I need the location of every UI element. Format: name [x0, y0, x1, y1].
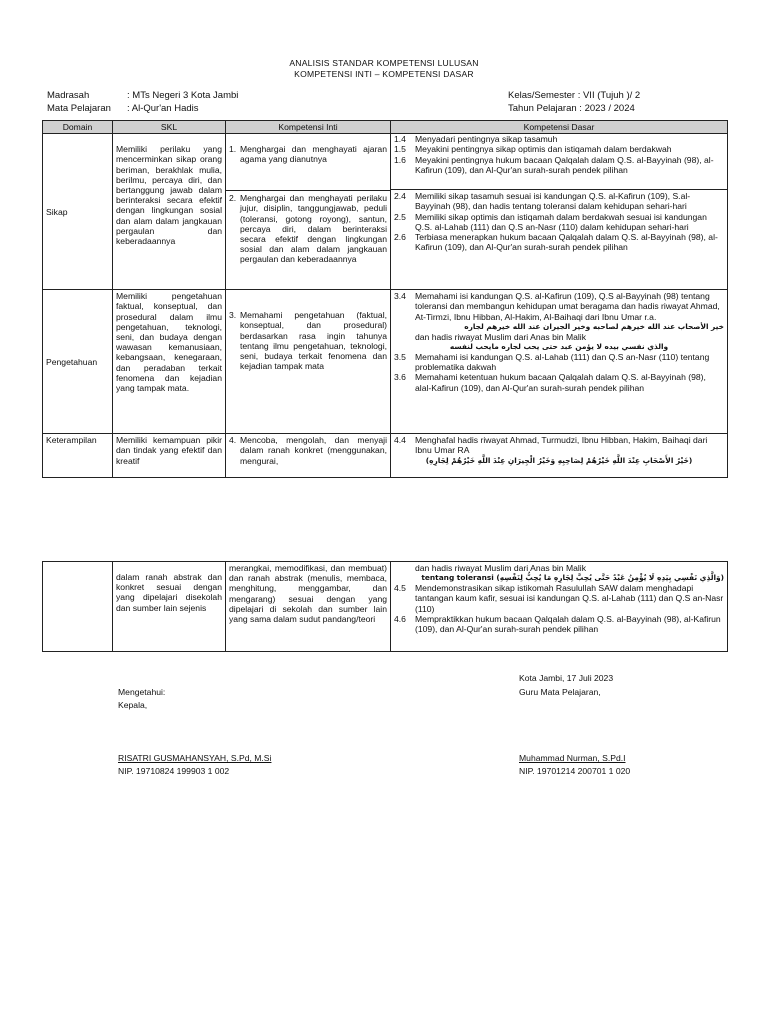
col-header-kd: Kompetensi Dasar	[391, 121, 728, 134]
arabic-hadith-text: (خَيْرُ الأَصْحَابِ عِنْدَ اللَّهِ خَيْرُهُمْ لِصَاحِبِهِ وَخَيْرُ الْجِيرَانِ عِنْدَ اللَّهِ خَيْرُهُمْ لِجَارِهِ)	[425, 455, 693, 465]
kd-item: 2.6 Terbiasa menerapkan hukum bacaan Qalqalah dalam Q.S. al-Bayyinah (98), al-Kafirun (109), dan Al-Qur'an surah-surah pendek pilihan	[394, 232, 718, 253]
document-subtitle: KOMPETENSI INTI – KOMPETENSI DASAR	[294, 69, 474, 79]
kd-cell	[391, 434, 728, 478]
principal-title: Kepala,	[118, 700, 148, 710]
kd-item: 1.6 Meyakini pentingnya hukum bacaan Qalqalah dalam Q.S. al-Bayyinah (98), al-Kafirun (109), dan Al-Qur'an surah-surah pendek pilihan	[394, 154, 714, 175]
domain-cell: Pengetahuan	[43, 290, 113, 434]
principal-nip: NIP. 19710824 199903 1 002	[118, 766, 230, 776]
kd-item: 4.4 Menghafal hadis riwayat Ahmad, Turmudzi, Ibnu Hibban, Hakim, Baihaqi dari Ibnu Umar RA	[394, 435, 708, 456]
subject-label: Mata Pelajaran	[47, 103, 111, 114]
kd-item: 2.5 Memiliki sikap optimis dan istiqamah dalam berdakwah sesuai isi kandungan Q.S. al-Lahab (111) dan Q.S an-Nasr (110) dalam kehidupan sehari-hari	[394, 211, 707, 232]
domain-cell	[43, 562, 113, 652]
kd-item: 4.5 Mendemonstrasikan sikap istikomah Rasulullah SAW dalam menghadapi tantangan kaum kafir, sesuai isi kandungan Q.S. al-Lahab (111) dan Q.S an-Nasr (110)	[394, 583, 724, 614]
madrasah-value: : MTs Negeri 3 Kota Jambi	[127, 90, 239, 101]
principal-name: RISATRI GUSMAHANSYAH, S.Pd, M.Si	[118, 753, 272, 763]
ki-cell: merangkai, memodifikasi, dan membuat) dan ranah abstrak (menulis, membaca, menghitung, menggambar, dan mengarang) sesuai dengan yang dipelajari di sekolah dan sumber lain yang sama dalam sudut pandang/teori	[226, 562, 391, 652]
arabic-hadith-text: خير الأصحاب عند الله خيرهم لصاحبه وخير الجيران عند الله خيرهم لجاره	[464, 321, 724, 331]
ki-cell	[226, 290, 391, 434]
ki-item: 3. Memahami pengetahuan (faktual, konseptual, dan prosedural) berdasarkan rasa ingin tahunya tentang ilmu pengetahuan, teknologi, seni, budaya terkait fenomena dan kejadian tampak mata	[229, 310, 387, 372]
teacher-name: Muhammad Nurman, S.Pd.I	[519, 753, 626, 763]
skl-cell: Memiliki kemampuan pikir dan tindak yang efektif dan kreatif	[113, 434, 226, 478]
table-row	[43, 134, 728, 290]
kd-cell	[391, 134, 728, 290]
table-row	[43, 562, 728, 652]
class-semester: Kelas/Semester : VII (Tujuh )/ 2	[508, 90, 641, 101]
ki-item: 1. Menghargai dan menghayati ajaran agama yang dianutnya	[226, 134, 390, 191]
kd-item: 4.6 Mempraktikkan hukum bacaan Qalqalah dalam Q.S. al-Bayyinah (98), al-Kafirun (109), dan Al-Qur'an surah-surah pendek pilihan	[394, 613, 721, 635]
teacher-title: Guru Mata Pelajaran,	[519, 687, 601, 697]
academic-year: Tahun Pelajaran : 2023 / 2024	[508, 103, 635, 114]
subject-value: : Al-Qur'an Hadis	[127, 103, 199, 114]
ki-cell	[226, 134, 391, 290]
skl-cell: dalam ranah abstrak dan konkret sesuai dengan yang dipelajari disekolah dan sumber lain sejenis	[113, 562, 226, 652]
kd-cell	[391, 290, 728, 434]
skl-cell: Memiliki pengetahuan faktual, konseptual, dan prosedural dalam ilmu pengetahuan, teknologi, seni, dan budaya dengan wawasan kemanusiaan, kebangsaan, kenegaraan, dan peradaban terkait fenomena dan kejadian yang tampak mata.	[113, 290, 226, 434]
col-header-skl: SKL	[113, 121, 226, 134]
skl-cell: Memiliki perilaku yang mencerminkan sikap orang beriman, berakhlak mulia, berilmu, percaya diri, dan bertanggung jawab dalam berinteraksi secara efektif dengan lingkungan sosial dan alam dalam jangkauan pergaulan dan keberadaannya	[113, 134, 226, 290]
kd-group	[391, 190, 727, 253]
ki-cell	[226, 434, 391, 478]
col-header-ki: Kompetensi Inti	[226, 121, 391, 134]
domain-cell: Keterampilan	[43, 434, 113, 478]
kd-text: dan hadis riwayat Muslim dari Anas bin Malik	[415, 331, 586, 342]
col-header-domain: Domain	[43, 121, 113, 134]
kd-item: 3.5 Memahami isi kandungan Q.S. al-Lahab (111) dan Q.S an-Nasr (110) tentang problematika dakwah	[394, 352, 710, 373]
arabic-hadith-text: والذي نفسي بيده لا يؤمن عبد حتى يحب لجاره مايحب لنفسه	[449, 342, 669, 352]
arabic-hadith-text: (وَالَّذِي نَفْسِي بِيَدِهِ لَا يُؤْمِنُ عَبْدٌ حَتَّى يُحِبَّ لِجَارِهِ مَا يُحِبُّ لِنَفْسِهِ) tentang toleransi	[421, 573, 724, 583]
domain-cell: Sikap	[43, 134, 113, 290]
competency-table-continued	[42, 561, 728, 652]
kd-item: 1.5 Meyakini pentingnya sikap optimis dan istiqamah dalam berdakwah	[394, 144, 672, 155]
table-row	[43, 434, 728, 478]
kd-item: 3.4 Memahami isi kandungan Q.S. al-Kafirun (109), Q.S al-Bayyinah (98) tentang toleransi dan membangun kehidupan umat beragama dan hadis riwayat Ahmad, At-Tirmzi, Ibnu Hibban, Al-Hakim, Al-Baihaqi dari Ibnu Umar r.a.	[394, 291, 720, 322]
kd-item: 3.6 Memahami ketentuan hukum bacaan Qalqalah dalam Q.S. al-Bayyinah (98), alal-Kafirun (109), dan Al-Qur'an surah-surah pendek pilihan	[394, 372, 706, 393]
place-date: Kota Jambi, 17 Juli 2023	[519, 673, 614, 683]
table-header-row	[43, 121, 728, 134]
acknowledged-label: Mengetahui:	[118, 687, 166, 697]
table-row	[43, 290, 728, 434]
kd-group	[391, 134, 727, 190]
kd-item: 2.4 Memiliki sikap tasamuh sesuai isi kandungan Q.S. al-Kafirun (109), S.al-Bayyinah (98), dan hadis tentang toleransi dalam kehidupan sehari-hari	[394, 191, 691, 212]
teacher-nip: NIP. 19701214 200701 1 020	[519, 766, 631, 776]
kd-text: dan hadis riwayat Muslim dari Anas bin Malik	[415, 563, 586, 573]
ki-item: 4. Mencoba, mengolah, dan menyaji dalam ranah konkret (menggunakan, mengurai,	[229, 435, 387, 466]
competency-table	[42, 120, 728, 478]
kd-item: 1.4 Menyadari pentingnya sikap tasamuh	[394, 134, 558, 145]
ki-item: 2. Menghargai dan menghayati perilaku jujur, disiplin, tanggungjawab, peduli (toleransi, gotong royong), santun, percaya diri, dalam berinteraksi secara efektif dengan lingkungan sosial dan alam dalam jangkauan pergaulan dan keberadaannya	[229, 193, 387, 265]
madrasah-label: Madrasah	[47, 90, 90, 101]
document-title: ANALISIS STANDAR KOMPETENSI LULUSAN	[289, 58, 479, 68]
kd-cell	[391, 562, 728, 652]
